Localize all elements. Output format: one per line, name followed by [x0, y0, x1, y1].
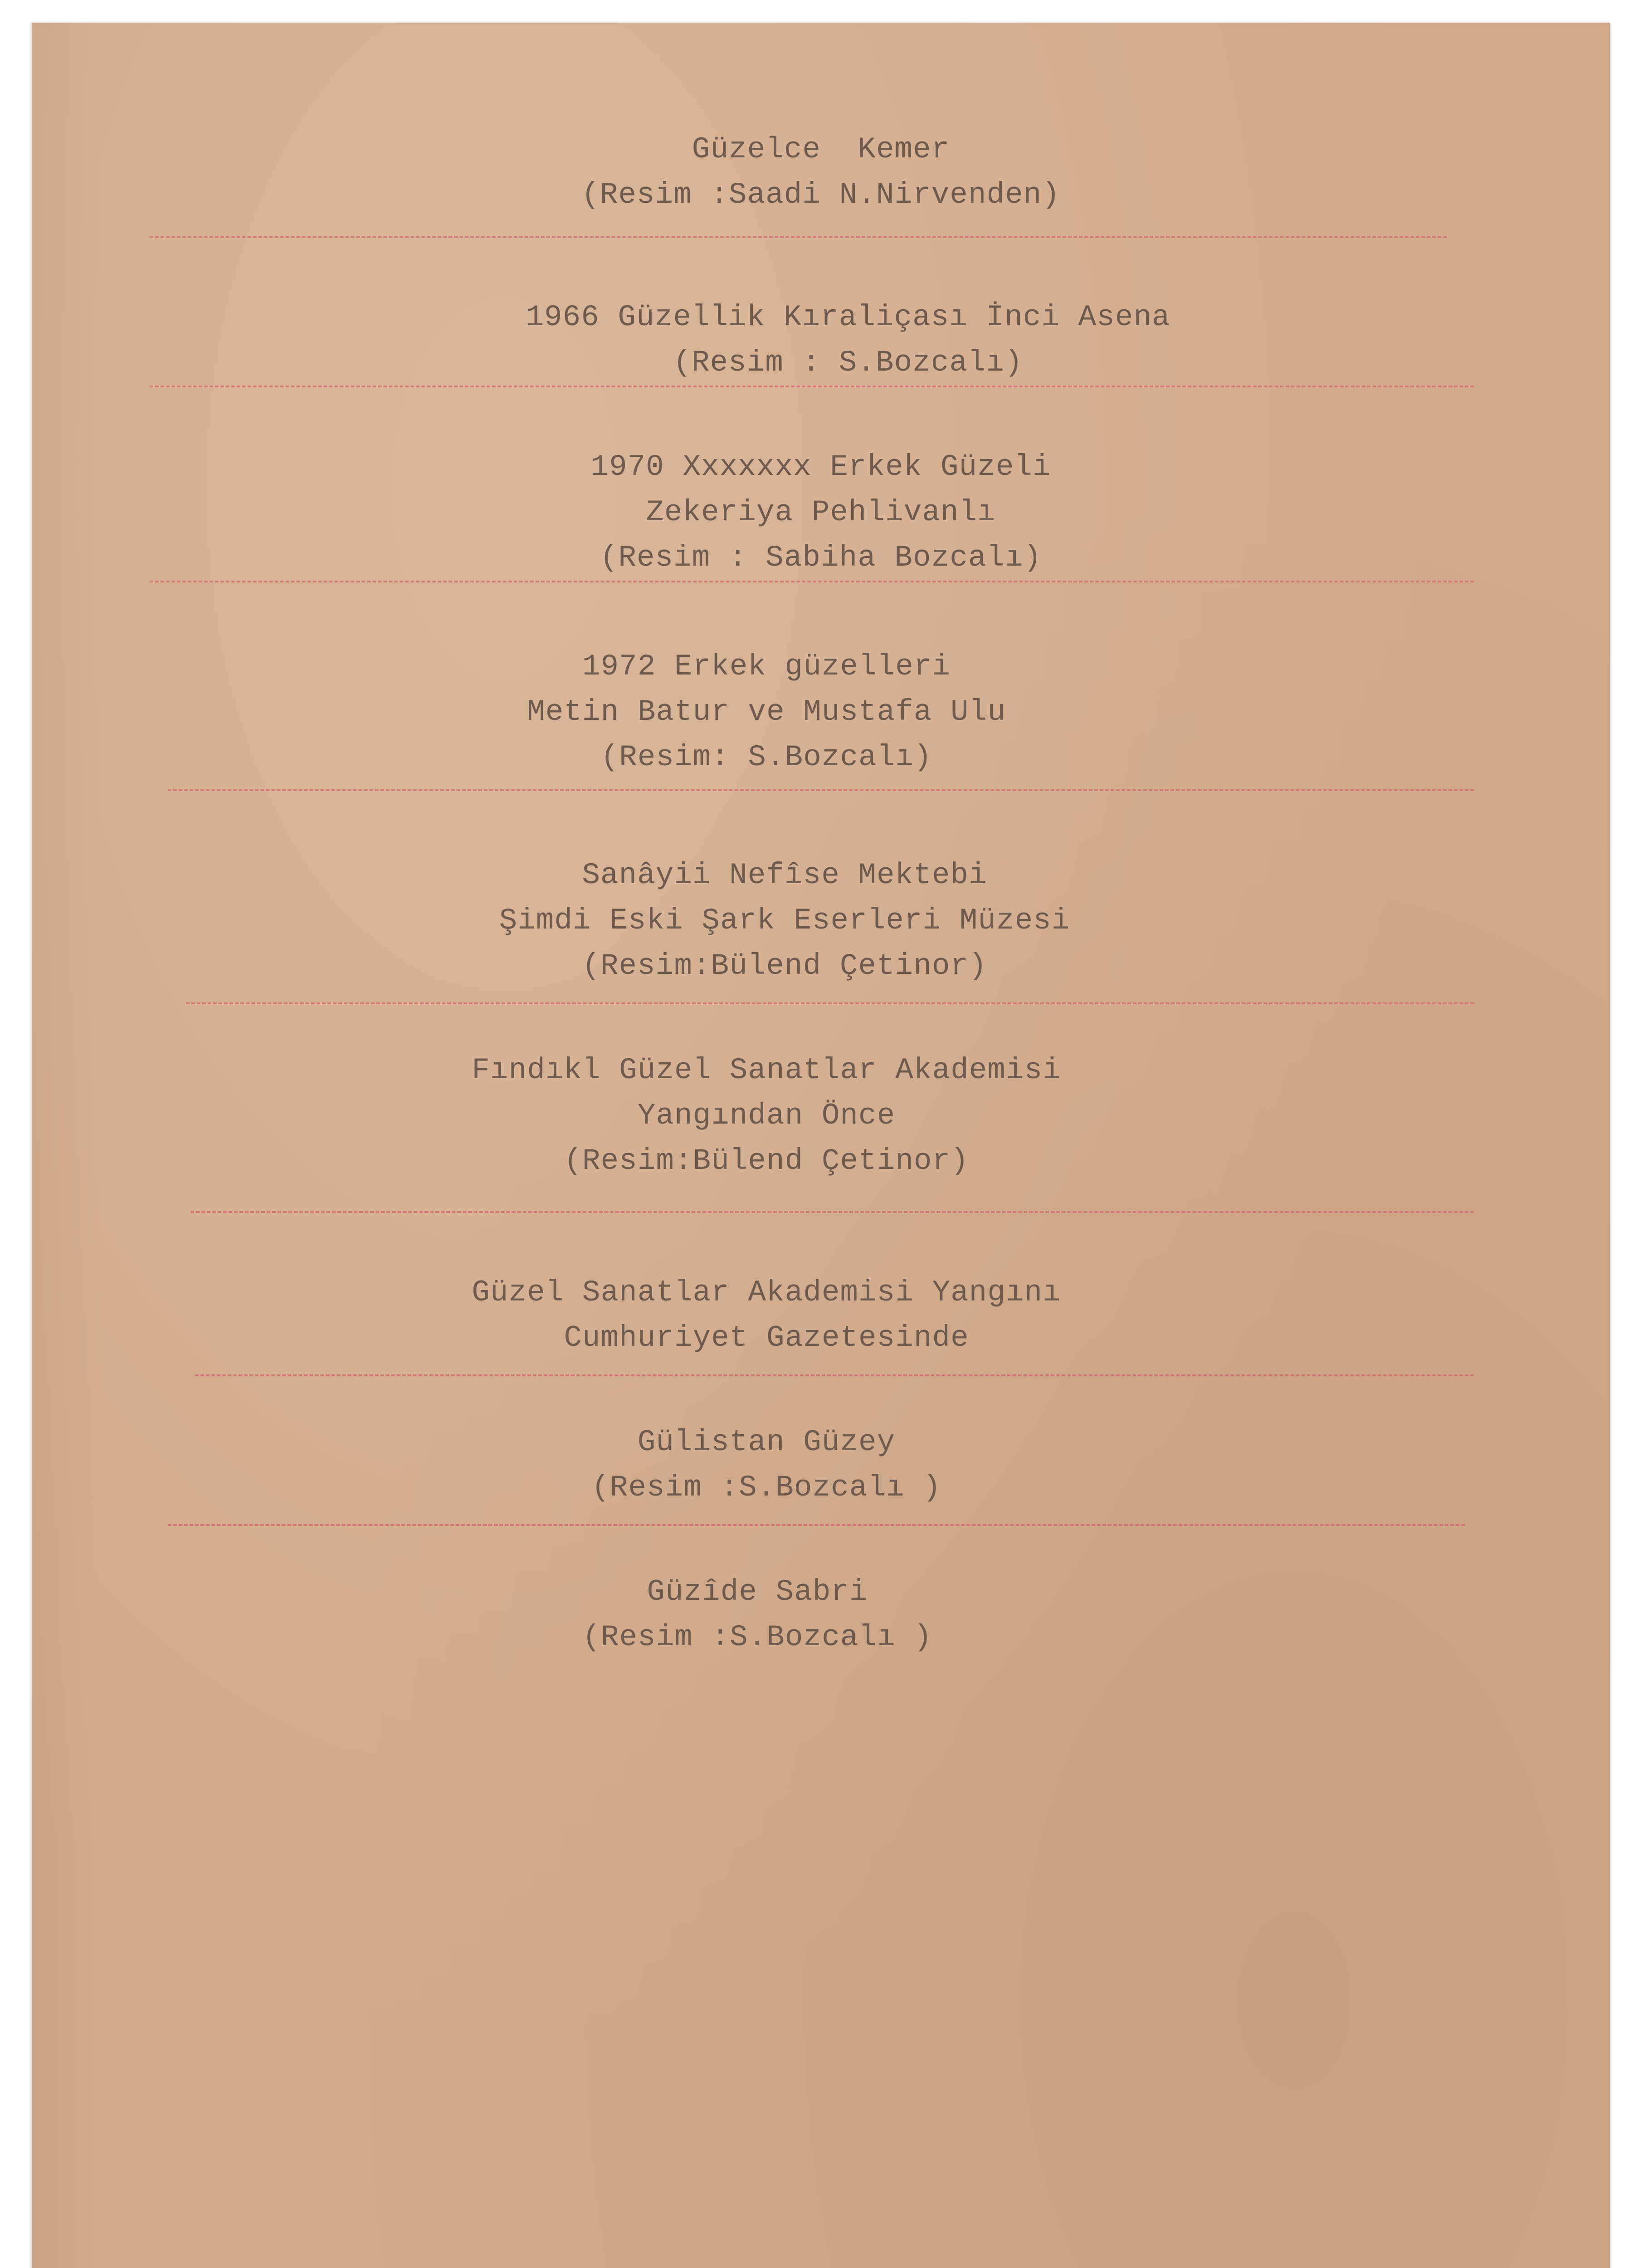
- dashed-separator: [186, 1002, 1474, 1004]
- caption-block: [0, 1270, 1555, 1361]
- caption-credit: (Resim : Sabiha Bozcalı): [600, 541, 1042, 575]
- caption-block: [0, 1048, 1555, 1184]
- caption-line: Güzelce Kemer: [692, 132, 950, 166]
- caption-block: [0, 1420, 1555, 1510]
- caption-block: [32, 127, 1610, 218]
- caption-block: [0, 853, 1574, 989]
- dashed-separator: [195, 1374, 1474, 1376]
- dashed-separator: [168, 1524, 1465, 1526]
- caption-line: 1972 Erkek güzelleri: [582, 650, 951, 684]
- caption-line: 1970 Xxxxxxx Erkek Güzeli: [590, 450, 1051, 484]
- caption-line: Yangından Önce: [637, 1099, 896, 1133]
- caption-block: [0, 1569, 1546, 1660]
- dashed-separator: [150, 386, 1474, 387]
- caption-block: [59, 295, 1637, 386]
- caption-credit: (Resim: S.Bozcalı): [600, 740, 932, 774]
- typed-caption-sheet: [32, 23, 1610, 2268]
- caption-block: [0, 644, 1555, 780]
- caption-line: Metin Batur ve Mustafa Ulu: [527, 695, 1006, 729]
- dashed-separator: [190, 1211, 1474, 1213]
- dashed-separator: [168, 789, 1474, 791]
- dashed-separator: [150, 236, 1447, 238]
- caption-block: [32, 445, 1610, 581]
- dashed-separator: [150, 581, 1474, 582]
- caption-line: Zekeriya Pehlivanlı: [646, 495, 996, 529]
- caption-line: Gülistan Güzey: [637, 1425, 896, 1459]
- caption-credit: (Resim :S.Bozcalı ): [582, 1620, 932, 1654]
- caption-credit: (Resim:Bülend Çetinor): [582, 949, 987, 983]
- caption-credit: (Resim:Bülend Çetinor): [564, 1144, 969, 1178]
- caption-credit: (Resim :S.Bozcalı ): [591, 1471, 941, 1505]
- caption-line: Güzel Sanatlar Akademisi Yangını: [472, 1276, 1061, 1310]
- caption-line: Sanâyii Nefîse Mektebi: [582, 858, 987, 892]
- caption-line: 1966 Güzellik Kıraliçası İnci Asena: [526, 300, 1170, 334]
- caption-line: Şimdi Eski Şark Eserleri Müzesi: [499, 904, 1070, 938]
- caption-line: Cumhuriyet Gazetesinde: [564, 1321, 969, 1355]
- caption-line: Güzîde Sabri: [647, 1575, 868, 1609]
- caption-credit: (Resim : S.Bozcalı): [673, 346, 1023, 380]
- caption-credit: (Resim :Saadi N.Nirvenden): [581, 178, 1060, 212]
- caption-line: Fındıkl Güzel Sanatlar Akademisi: [472, 1053, 1061, 1087]
